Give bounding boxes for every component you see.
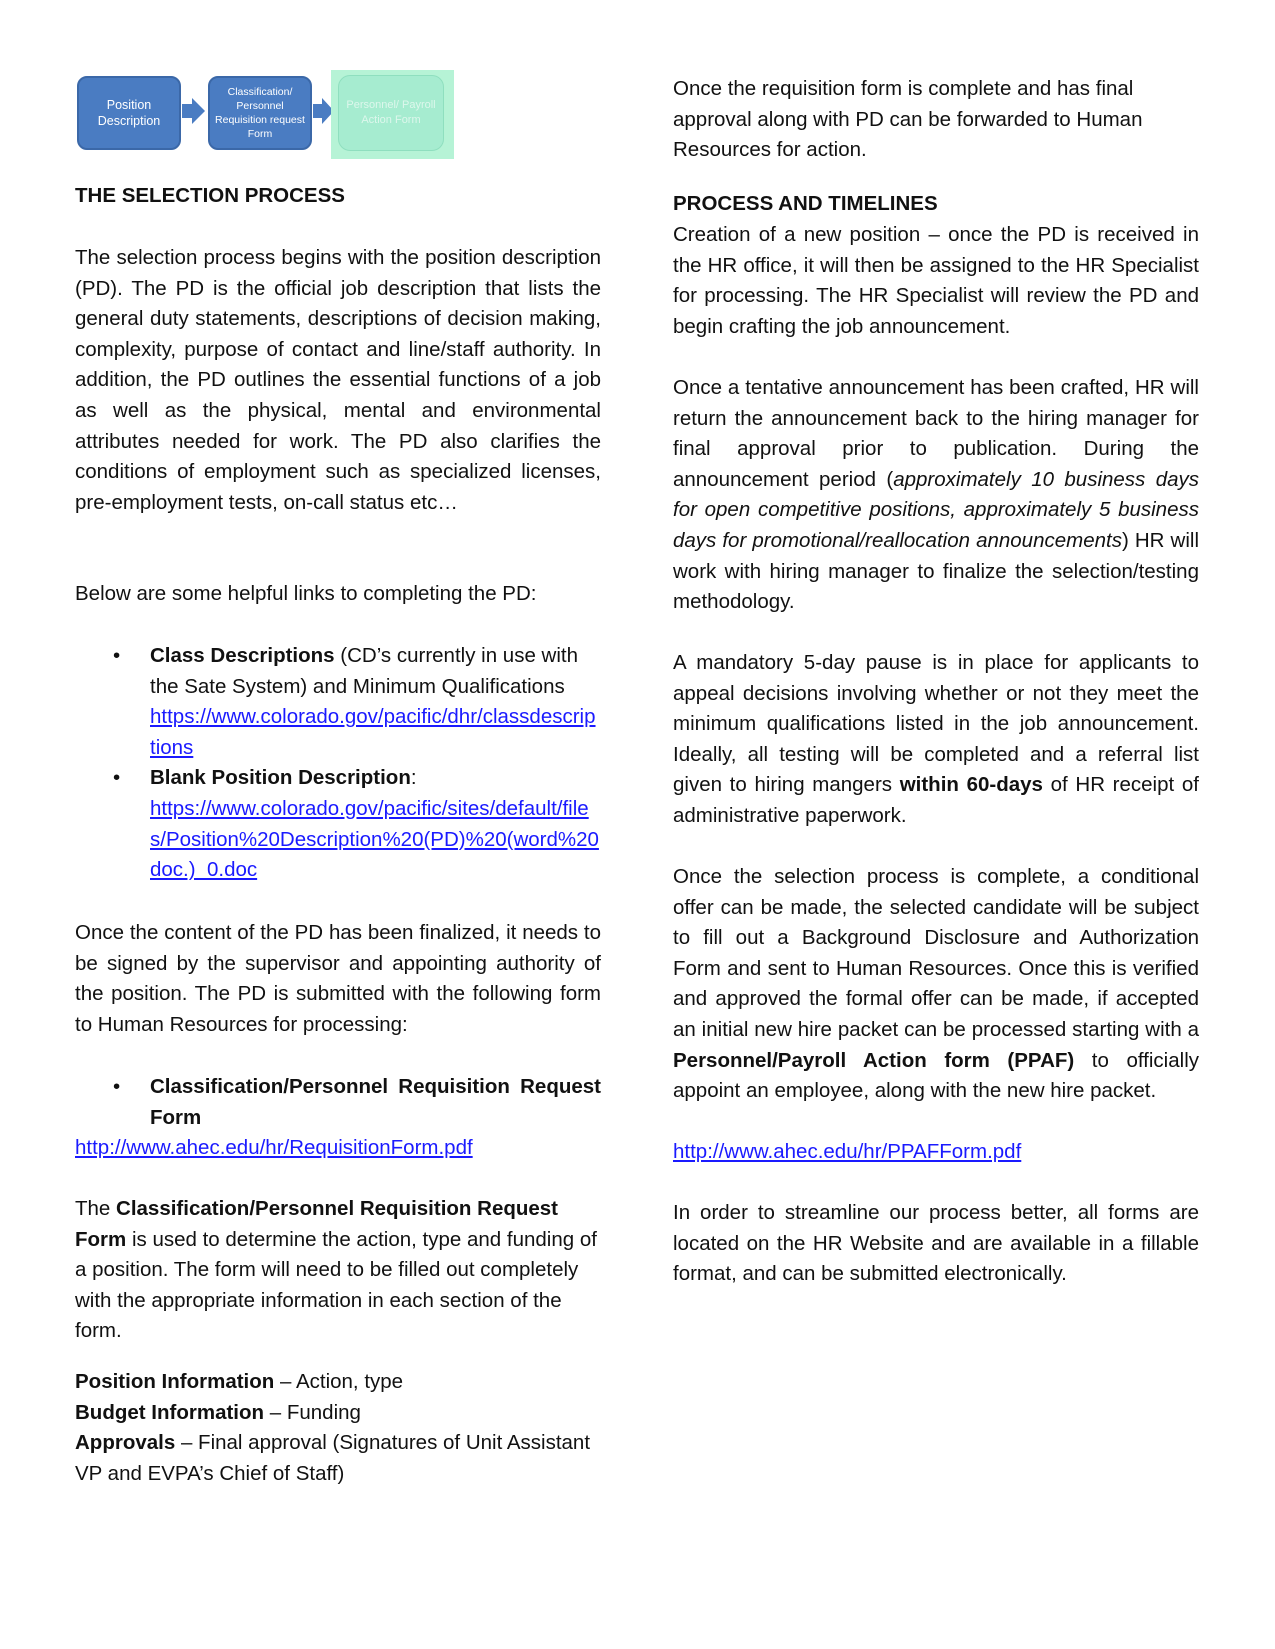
requisition-form-link[interactable]: http://www.ahec.edu/hr/RequisitionForm.pdf <box>75 1136 473 1159</box>
paragraph-new-position: Creation of a new position – once the PD is received in the HR office, it will then be assigned to the HR Specialist for processing. The HR Specialist will review the PD and begin crafting the job announcement. <box>673 223 1199 338</box>
blank-pd-colon: : <box>410 766 417 790</box>
budget-information-line: Budget Information – Funding <box>75 1400 361 1424</box>
list-item <box>75 763 601 885</box>
paragraph-streamline: In order to streamline our process better, all forms are located on the HR Website and are available in a fillable format, and can be submitted electronically. <box>673 1201 1199 1286</box>
paragraph-requisition-form: The Classification/Personnel Requisition Request Form is used to determine the action, type and funding of a position. The form will need to be filled out completely with the appropriate information in each section of the form. <box>75 1197 597 1343</box>
class-descriptions-link[interactable]: https://www.colorado.gov/pacific/dhr/classdescriptions <box>150 705 596 759</box>
class-descriptions-text: (CD’s currently in use with the Sate System) and Minimum Qualifications <box>150 644 578 698</box>
paragraph-helpful-links: Below are some helpful links to completing the PD: <box>75 582 537 605</box>
list-item <box>75 1072 601 1133</box>
class-descriptions-label: Class Descriptions <box>150 644 335 667</box>
process-flow-diagram <box>77 70 457 162</box>
bullet-icon: • <box>113 644 121 667</box>
arrow-head-icon <box>192 98 205 124</box>
blank-pd-label: Blank Position Description <box>150 766 411 790</box>
bullet-icon: • <box>113 1075 121 1098</box>
flow-step-ppaf: Personnel/ Payroll Action Form <box>338 75 444 151</box>
paragraph-pd-finalized: Once the content of the PD has been finalized, it needs to be signed by the supervisor and appointing authority of the position. The PD is submitted with the following form to Human Resources for processing: <box>75 921 601 1036</box>
position-information-line: Position Information – Action, type <box>75 1370 404 1393</box>
flow-step-position-description: Position Description <box>77 76 181 150</box>
paragraph-requisition-complete: Once the requisition form is complete and has final approval along with PD can be forwarded to Human Resources for action. <box>673 77 1143 162</box>
pd-links-list <box>75 641 601 886</box>
paragraph-announcement: Once a tentative announcement has been crafted, HR will return the announcement back to the hiring manager for final approval prior to publication. During the announcement period (approximately 10 business days for open competitive positions, approximately 5 business days for promotional/reallocation announcements) HR will work with hiring manager to finalize the selection/testing methodology. <box>673 376 1200 614</box>
paragraph-mandatory-pause: A mandatory 5-day pause is in place for applicants to appeal decisions involving whether or not they meet the minimum qualifications listed in the job announcement. Ideally, all testing will be completed and a referral list given to hiring mangers within 60-days of HR receipt of administrative paperwork. <box>673 651 1199 827</box>
bullet-icon: • <box>113 766 121 790</box>
ppaf-form-link[interactable]: http://www.ahec.edu/hr/PPAFForm.pdf <box>673 1140 1022 1163</box>
flow-step-requisition-form: Classification/ Personnel Requisition request Form <box>208 76 312 150</box>
requisition-form-list <box>75 1072 601 1133</box>
arrow-right-icon <box>182 104 192 118</box>
blank-pd-link[interactable]: https://www.colorado.gov/pacific/sites/default/files/Position%20Description%20(PD)%20(word%20doc.)_0.doc <box>150 796 599 882</box>
paragraph-pd-intro: The selection process begins with the position description (PD). The PD is the official job description that lists the general duty statements, descriptions of decision making, complexity, purpose of contact and line/staff authority. In addition, the PD outlines the essential functions of a job as well as the physical, mental and environmental attributes needed for work. The PD also clarifies the conditions of employment such as specialized licenses, pre-employment tests, on-call status etc… <box>75 246 601 514</box>
arrow-right-icon <box>313 104 322 118</box>
approvals-line: Approvals – Final approval (Signatures of Unit Assistant VP and EVPA’s Chief of Staff) <box>75 1431 591 1485</box>
section-heading-process-timelines: PROCESS AND TIMELINES <box>673 192 938 215</box>
paragraph-offer: Once the selection process is complete, a conditional offer can be made, the selected candidate will be subject to fill out a Background Disclosure and Authorization Form and sent to Human Resources. Once this is verified and approved the formal offer can be made, if accepted an initial new hire packet can be processed starting with a Personnel/Payroll Action form (PPAF) to officially appoint an employee, along with the new hire packet. <box>673 865 1199 1103</box>
requisition-form-label: Classification/Personnel Requisition Request Form <box>150 1075 601 1129</box>
section-heading-selection-process: THE SELECTION PROCESS <box>75 184 345 207</box>
list-item <box>75 641 601 763</box>
form-sections <box>75 1367 601 1489</box>
